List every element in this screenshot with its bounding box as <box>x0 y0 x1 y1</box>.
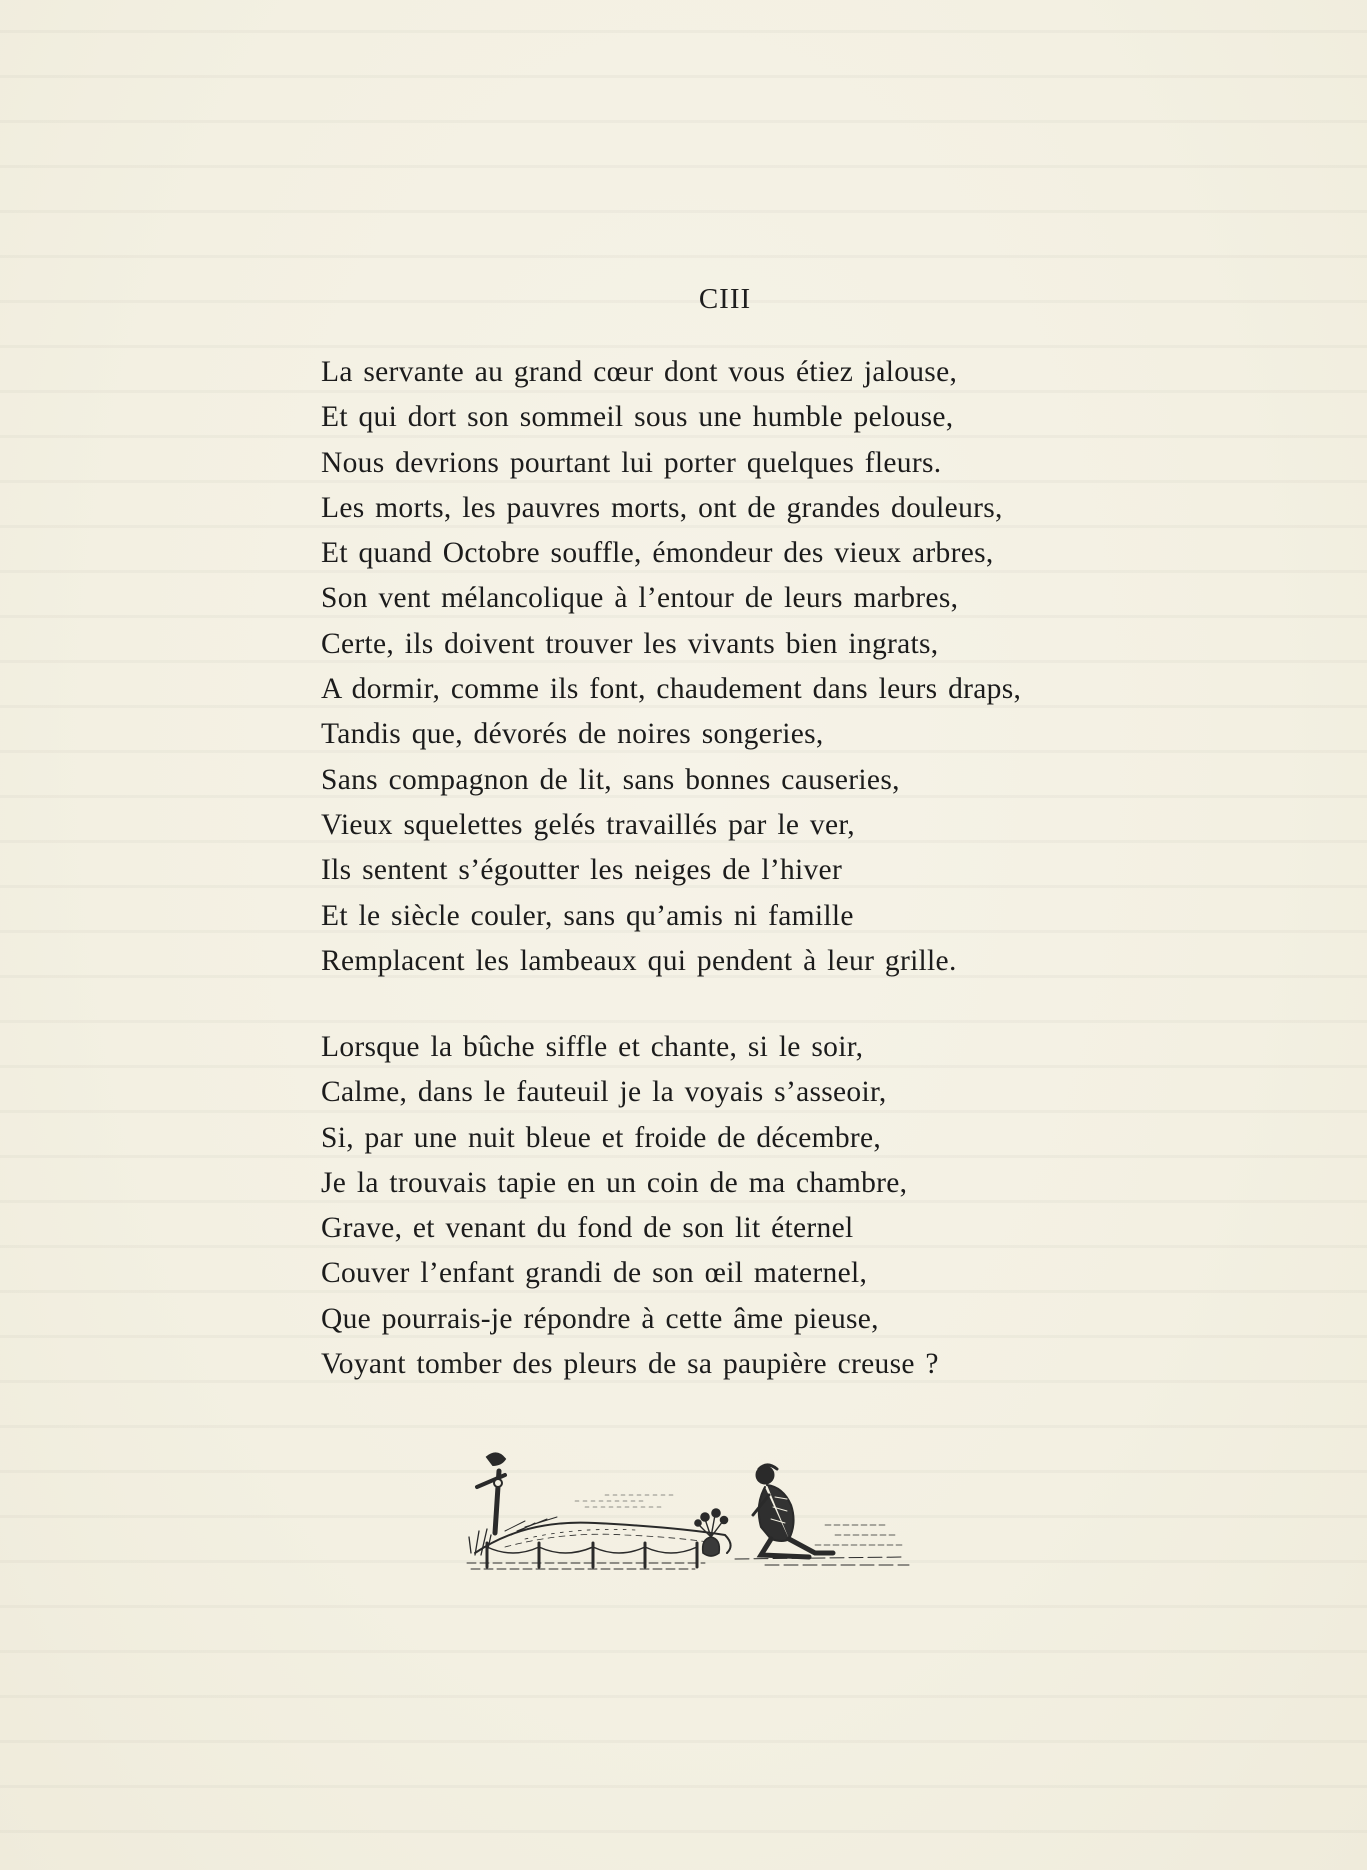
verse-line: Lorsque la bûche siffle et chante, si le soir, <box>321 1031 864 1063</box>
verse-line: Grave, et venant du fond de son lit éternel <box>321 1212 854 1245</box>
verse-line: Voyant tomber des pleurs de sa paupière creuse ? <box>321 1348 939 1381</box>
grave-engraving <box>465 1435 910 1575</box>
kneeling-man-icon <box>753 1465 833 1557</box>
flower-pot-icon <box>695 1509 728 1556</box>
verse-line: Remplacent les lambeaux qui pendent à leur grille. <box>321 944 957 977</box>
verse-line: Que pourrais-je répondre à cette âme pieuse, <box>321 1302 879 1335</box>
verse-line: Couver l’enfant grandi de son œil maternel, <box>321 1257 868 1290</box>
verse-line: Tandis que, dévorés de noires songeries, <box>321 718 824 751</box>
verse-line: Je la trouvais tapie en un coin de ma chambre, <box>321 1166 908 1199</box>
verse-line: Vieux squelettes gelés travaillés par le ver, <box>321 808 855 841</box>
verse-line: Et qui dort son sommeil sous une humble pelouse, <box>321 401 954 434</box>
verse-line: Si, par une nuit bleue et froide de décembre, <box>321 1121 882 1154</box>
poem-number: CIII <box>698 283 752 315</box>
verse-line: Ils sentent s’égoutter les neiges de l’hiver <box>321 854 843 887</box>
verse-line: Nous devrions pourtant lui porter quelques fleurs. <box>321 446 942 479</box>
stanza-2 <box>321 1025 1221 1387</box>
verse-line: A dormir, comme ils font, chaudement dans leurs draps, <box>321 673 1022 706</box>
verse-line: Certe, ils doivent trouver les vivants bien ingrats, <box>321 627 939 660</box>
verse-line: Sans compagnon de lit, sans bonnes causeries, <box>321 763 900 796</box>
verse-line: Calme, dans le fauteuil je la voyais s’asseoir, <box>321 1076 887 1109</box>
verse-line: Et le siècle couler, sans qu’amis ni famille <box>321 899 854 932</box>
verse-line: Son vent mélancolique à l’entour de leurs marbres, <box>321 582 959 615</box>
verse-line: La servante au grand cœur dont vous étiez jalouse, <box>321 356 958 388</box>
verse-line: Les morts, les pauvres morts, ont de grandes douleurs, <box>321 491 1003 524</box>
verse-line: Et quand Octobre souffle, émondeur des vieux arbres, <box>321 537 994 570</box>
grave-cross-icon <box>477 1453 505 1533</box>
stanza-1 <box>321 350 1221 984</box>
